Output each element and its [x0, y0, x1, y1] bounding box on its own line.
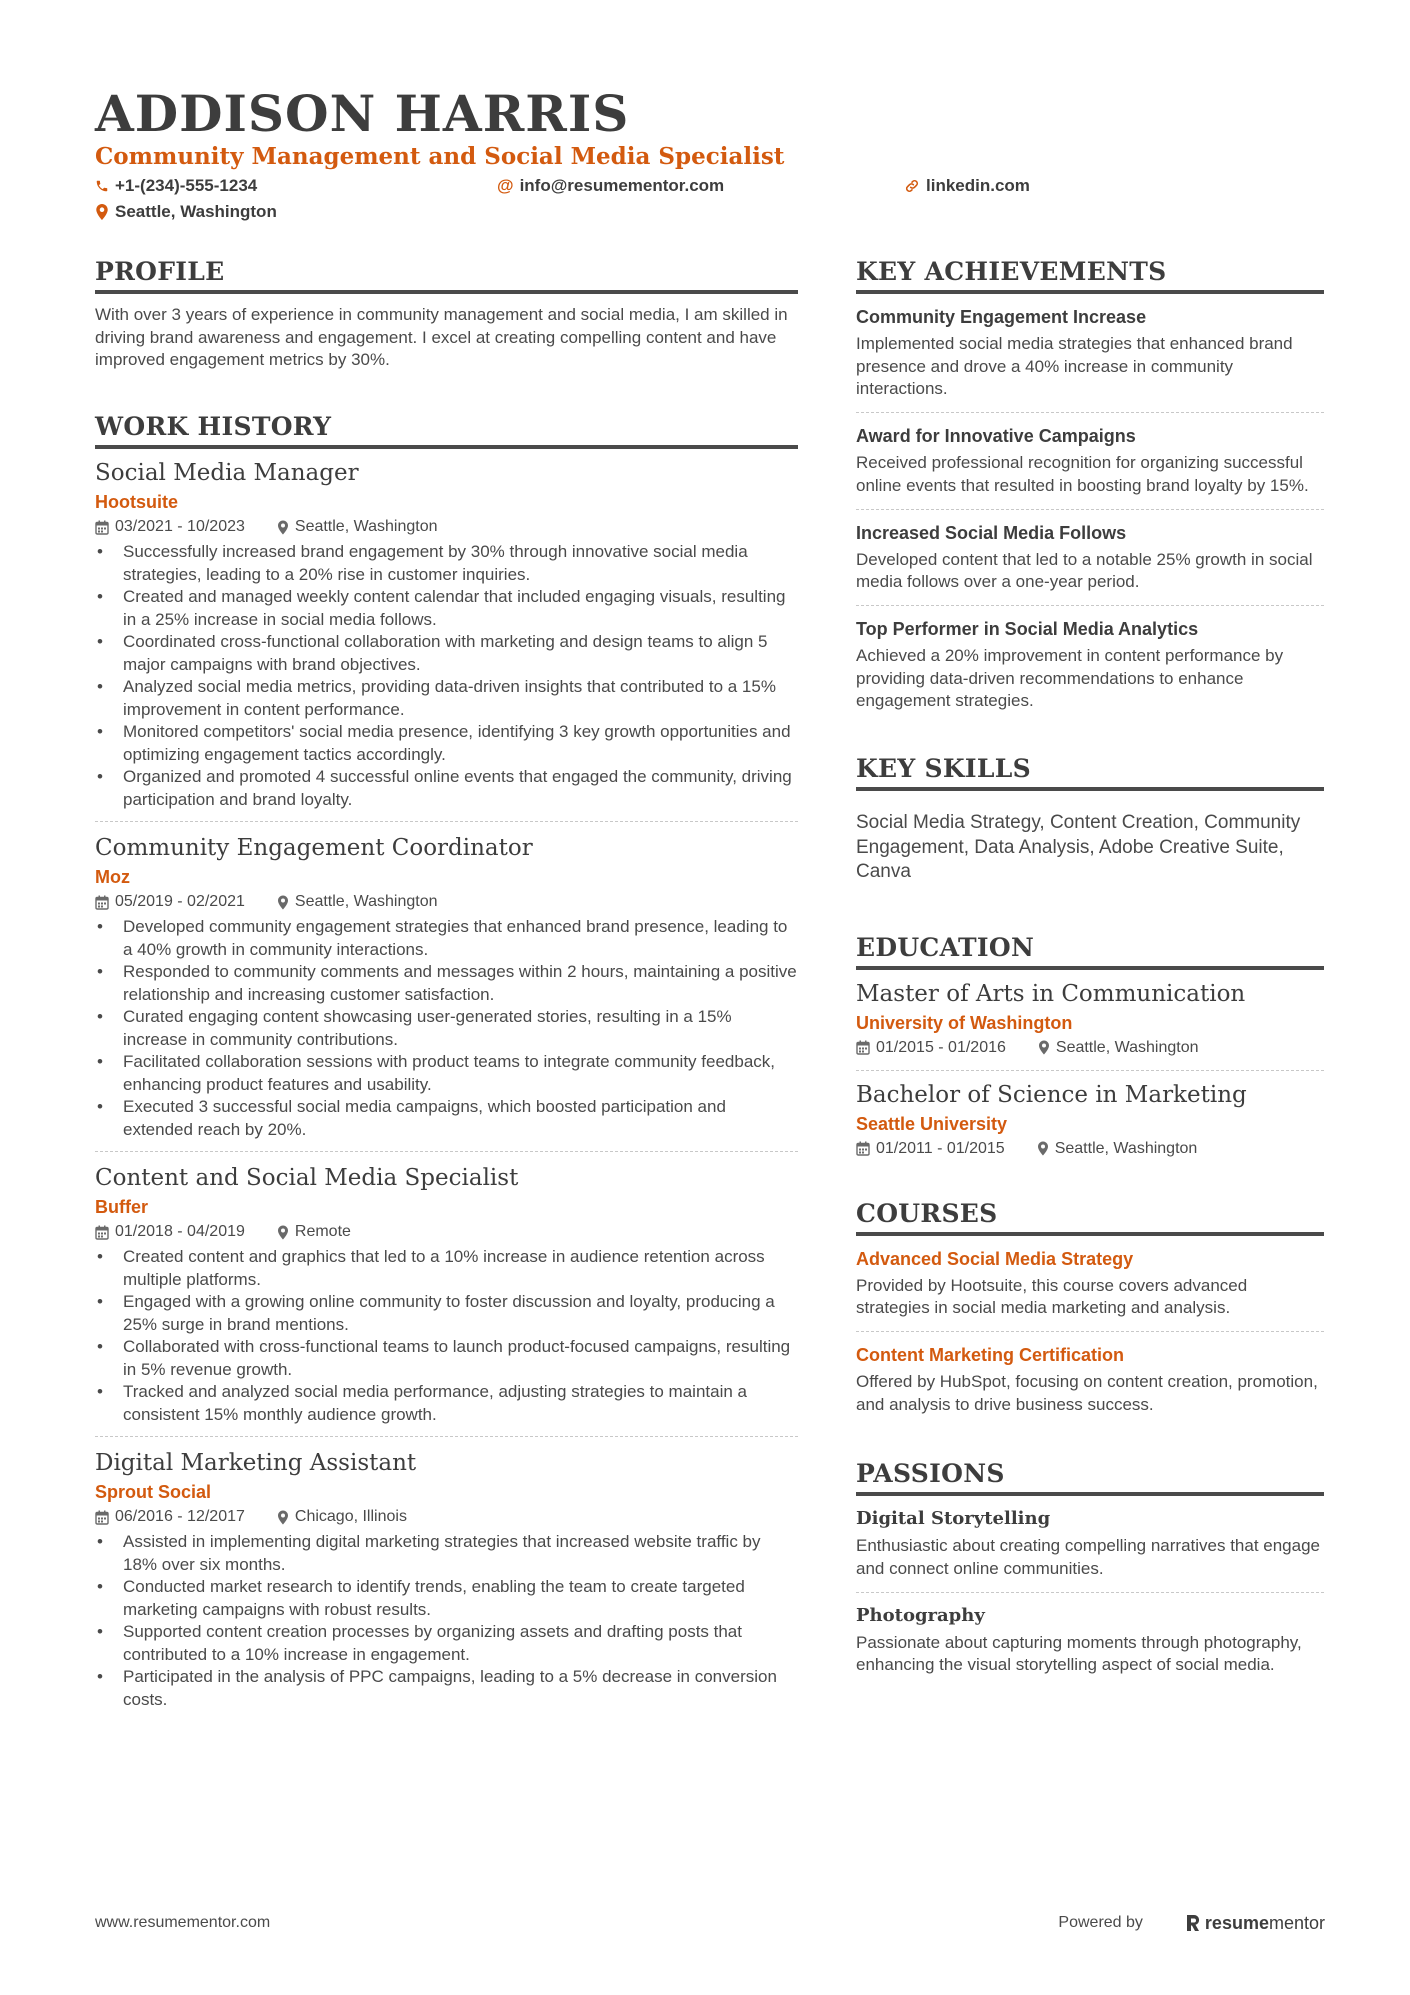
course-title: Advanced Social Media Strategy — [856, 1248, 1134, 1269]
meta-location: Seattle, Washington — [294, 893, 438, 911]
date-range: 01/2011 - 01/2015 — [876, 1139, 1005, 1157]
achievement-item — [856, 413, 1324, 509]
meta-location: Seattle, Washington — [294, 518, 438, 536]
link-icon — [904, 178, 920, 194]
job-bullet: • Tracked and analyzed social media performance, adjusting strategies to maintain a consistent 15% monthly audience growth. — [95, 1381, 798, 1426]
left-column — [95, 255, 798, 1731]
achievement-title: Award for Innovative Campaigns — [856, 426, 1136, 447]
achievement-item — [856, 294, 1324, 413]
achievement-text: Implemented social media strategies that enhanced brand presence and drove a 40% increase in community interactions. — [856, 334, 1293, 399]
meta-location: Seattle, Washington — [1055, 1038, 1199, 1056]
footer-website[interactable]: www.resumementor.com — [95, 1914, 271, 1931]
calendar-icon — [95, 895, 109, 910]
contact-info — [95, 174, 1325, 226]
job-bullet: • Analyzed social media metrics, providing data-driven insights that contributed to a 15% improvement in content performance. — [95, 676, 798, 721]
powered-by-label: Powered by — [1058, 1914, 1143, 1931]
calendar-icon — [95, 1225, 109, 1240]
email-text: info@resumementor.com — [519, 176, 725, 195]
achievement-title: Increased Social Media Follows — [856, 522, 1127, 543]
calendar-icon — [95, 1510, 109, 1525]
phone-text: +1-(234)-555-1234 — [115, 176, 258, 195]
courses-heading: COURSES — [856, 1197, 1324, 1236]
education-item — [856, 970, 1324, 1071]
location-pin-icon — [1037, 1141, 1049, 1156]
achievement-text: Received professional recognition for organizing successful online events that resulted in boosting brand loyalty by 15%. — [856, 453, 1309, 495]
passions-section — [856, 1457, 1324, 1688]
brand-name-part1: resume — [1204, 1912, 1269, 1933]
job-bullet: • Engaged with a growing online community to foster discussion and loyalty, producing a 25% surge in brand mentions. — [95, 1291, 798, 1336]
candidate-name: ADDISON HARRIS — [95, 84, 630, 143]
skills-text: Social Media Strategy, Content Creation, Community Engagement, Data Analysis, Adobe Creative Suite, Canva — [856, 812, 1301, 883]
job-bullet: • Coordinated cross-functional collaboration with marketing and design teams to align 5 major campaigns with brand objectives. — [95, 631, 798, 676]
right-column — [856, 255, 1324, 1688]
contact-location — [95, 200, 277, 224]
meta-row — [95, 515, 798, 539]
meta-row — [856, 1036, 1324, 1060]
job-bullet: • Assisted in implementing digital marketing strategies that increased website traffic by 18% over six months. — [95, 1531, 798, 1576]
job-bullet: • Created and managed weekly content calendar that included engaging visuals, resulting in a 25% increase in social media follows. — [95, 586, 798, 631]
meta-row — [95, 890, 798, 914]
job-bullet: • Successfully increased brand engagement by 30% through innovative social media strategies, leading to a 20% rise in customer inquiries. — [95, 541, 798, 586]
passion-title: Photography — [856, 1604, 985, 1626]
at-sign-icon: @ — [497, 176, 514, 195]
degree-name: Bachelor of Science in Marketing — [856, 1081, 1247, 1108]
achievement-text: Achieved a 20% improvement in content performance by providing data-driven recommendations to enhance engagement strategies. — [856, 645, 1284, 711]
job-bullet: • Organized and promoted 4 successful online events that engaged the community, driving participation and brand loyalty. — [95, 766, 798, 811]
education-list — [856, 970, 1324, 1171]
job-bullet: • Curated engaging content showcasing user-generated stories, resulting in a 15% increase in community contributions. — [95, 1006, 798, 1051]
location-pin-icon — [1038, 1040, 1050, 1055]
education-heading: EDUCATION — [856, 931, 1324, 970]
contact-email[interactable] — [497, 174, 724, 198]
achievements-heading: KEY ACHIEVEMENTS — [856, 255, 1324, 294]
powered-by — [1058, 1913, 1325, 1934]
skills-heading: KEY SKILLS — [856, 752, 1324, 791]
job-bullet: • Participated in the analysis of PPC campaigns, leading to a 5% decrease in conversion costs. — [95, 1666, 798, 1711]
job-bullets — [95, 1531, 798, 1711]
job-entry — [95, 457, 798, 822]
job-bullet: • Created content and graphics that led to a 10% increase in audience retention across multiple platforms. — [95, 1246, 798, 1291]
location-pin-icon — [277, 520, 289, 535]
job-bullet: • Developed community engagement strategies that enhanced brand presence, leading to a 40% growth in community interactions. — [95, 916, 798, 961]
work-history-heading: WORK HISTORY — [95, 410, 798, 449]
job-list — [95, 457, 798, 1721]
job-bullet: • Collaborated with cross-functional teams to launch product-focused campaigns, resulting in 5% revenue growth. — [95, 1336, 798, 1381]
job-role: Digital Marketing Assistant — [95, 1450, 417, 1477]
job-bullet: • Executed 3 successful social media campaigns, which boosted participation and extended reach by 20%. — [95, 1096, 798, 1141]
location-pin-icon — [95, 204, 109, 220]
passion-item — [856, 1593, 1324, 1688]
achievement-item — [856, 606, 1324, 724]
achievement-list — [856, 294, 1324, 724]
candidate-title: Community Management and Social Media Specialist — [95, 143, 785, 170]
job-bullet: • Conducted market research to identify trends, enabling the team to create targeted marketing campaigns with robust results. — [95, 1576, 798, 1621]
brand-logo[interactable] — [1185, 1913, 1325, 1934]
company-name: Moz — [95, 867, 130, 888]
brand-mark-icon — [1185, 1913, 1201, 1933]
course-list — [856, 1236, 1324, 1428]
date-range: 01/2015 - 01/2016 — [876, 1038, 1006, 1056]
passion-title: Digital Storytelling — [856, 1508, 1051, 1530]
job-bullet: • Responded to community comments and messages within 2 hours, maintaining a positive relationship and increasing customer satisfaction. — [95, 961, 798, 1006]
school-name: Seattle University — [856, 1113, 1008, 1134]
passions-heading: PASSIONS — [856, 1457, 1324, 1496]
contact-linkedin[interactable] — [904, 174, 1030, 198]
date-range: 03/2021 - 10/2023 — [115, 518, 245, 536]
date-range: 05/2019 - 02/2021 — [115, 893, 245, 911]
profile-heading: PROFILE — [95, 255, 798, 294]
calendar-icon — [856, 1040, 870, 1055]
job-bullets — [95, 541, 798, 811]
achievement-item — [856, 510, 1324, 606]
course-text: Provided by Hootsuite, this course covers advanced strategies in social media marketing and analysis. — [856, 1275, 1248, 1318]
calendar-icon — [95, 520, 109, 535]
passion-text: Enthusiastic about creating compelling narratives that engage and connect online communities. — [856, 1536, 1321, 1579]
linkedin-text: linkedin.com — [926, 176, 1030, 195]
profile-section — [95, 255, 798, 372]
job-entry — [95, 1162, 798, 1437]
course-text: Offered by HubSpot, focusing on content creation, promotion, and analysis to drive business success. — [856, 1371, 1318, 1414]
degree-name: Master of Arts in Communication — [856, 980, 1246, 1007]
job-role: Content and Social Media Specialist — [95, 1165, 519, 1192]
company-name: Hootsuite — [95, 492, 178, 513]
work-history-section — [95, 410, 798, 1721]
job-bullet: • Supported content creation processes by organizing assets and drafting posts that contributed to a 10% increase in engagement. — [95, 1621, 798, 1666]
achievements-section — [856, 255, 1324, 724]
date-range: 01/2018 - 04/2019 — [115, 1223, 245, 1241]
achievement-title: Community Engagement Increase — [856, 307, 1147, 327]
meta-location: Chicago, Illinois — [294, 1508, 407, 1526]
education-section — [856, 931, 1324, 1171]
company-name: Sprout Social — [95, 1482, 212, 1503]
courses-section — [856, 1197, 1324, 1428]
passion-item — [856, 1496, 1324, 1592]
calendar-icon — [856, 1141, 870, 1156]
passion-list — [856, 1496, 1324, 1688]
achievement-text: Developed content that led to a notable 25% growth in social media follows over a one-year period. — [856, 549, 1313, 592]
job-bullets — [95, 916, 798, 1141]
location-pin-icon — [277, 895, 289, 910]
meta-location: Remote — [294, 1223, 351, 1241]
phone-icon — [95, 179, 109, 193]
location-pin-icon — [277, 1510, 289, 1525]
job-role: Social Media Manager — [95, 460, 359, 487]
course-item — [856, 1236, 1324, 1332]
education-item — [856, 1071, 1324, 1171]
job-role: Community Engagement Coordinator — [95, 835, 533, 862]
job-bullets — [95, 1246, 798, 1426]
school-name: University of Washington — [856, 1012, 1073, 1033]
job-entry — [95, 832, 798, 1152]
company-name: Buffer — [95, 1197, 148, 1218]
location-pin-icon — [277, 1225, 289, 1240]
meta-row — [95, 1505, 798, 1529]
brand-name-part2: mentor — [1268, 1912, 1325, 1933]
profile-text: With over 3 years of experience in community management and social media, I am skilled in driving brand awareness and engagement. I excel at creating compelling content and have improved engagement metrics by 30%. — [95, 305, 788, 370]
meta-row — [856, 1137, 1324, 1161]
job-entry — [95, 1447, 798, 1721]
job-bullet: • Monitored competitors' social media presence, identifying 3 key growth opportunities and optimizing engagement tactics accordingly. — [95, 721, 798, 766]
contact-phone[interactable] — [95, 174, 257, 198]
skills-section — [856, 752, 1324, 885]
passion-text: Passionate about capturing moments through photography, enhancing the visual storytelling aspect of social media. — [856, 1632, 1302, 1675]
job-bullet: • Facilitated collaboration sessions with product teams to integrate community feedback, enhancing product features and usability. — [95, 1051, 798, 1096]
course-item — [856, 1332, 1324, 1427]
location-text: Seattle, Washington — [115, 202, 277, 221]
resume-header — [95, 84, 1325, 226]
page-footer — [95, 1908, 1325, 1938]
meta-row — [95, 1220, 798, 1244]
meta-location: Seattle, Washington — [1054, 1139, 1198, 1157]
date-range: 06/2016 - 12/2017 — [115, 1508, 245, 1526]
achievement-title: Top Performer in Social Media Analytics — [856, 618, 1199, 639]
course-title: Content Marketing Certification — [856, 1344, 1125, 1365]
